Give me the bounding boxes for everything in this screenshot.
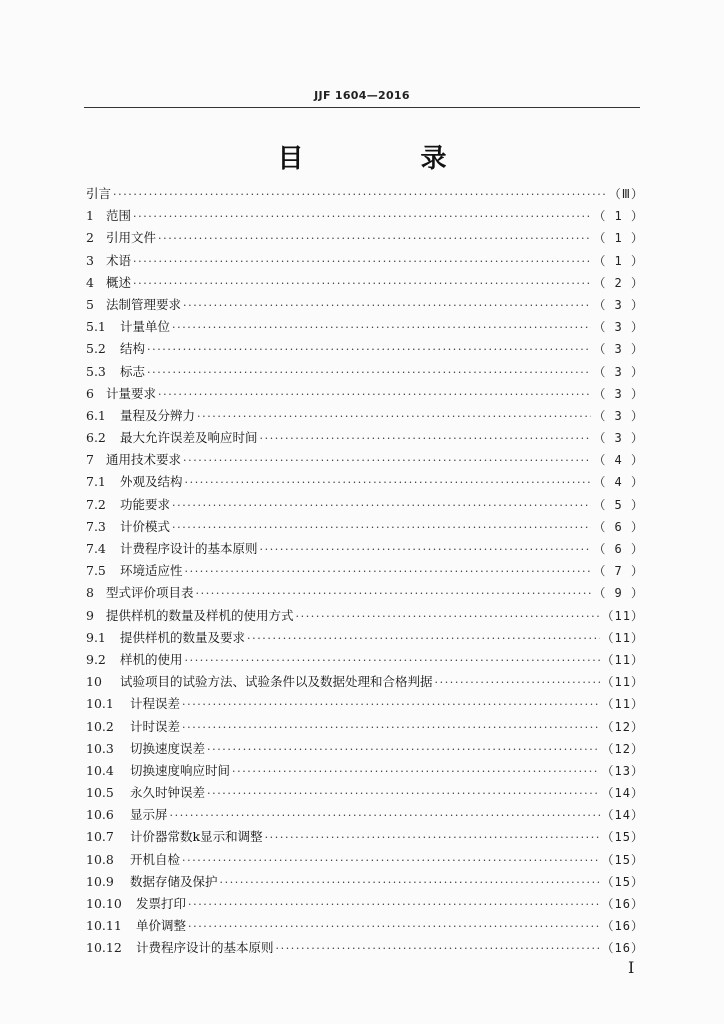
toc-page-reference: （ 6 ） [593,542,644,556]
toc-entry [86,427,644,449]
toc-page-reference: （11） [601,630,644,645]
toc-section-title: 计量单位 [120,319,171,335]
toc-section-number: 3 [86,252,94,268]
dot-leader [196,583,592,605]
toc-entry [86,693,644,715]
toc-page-reference: （ 3 ） [593,297,644,312]
toc-page-reference: （12） [601,741,644,756]
toc-section-title: 样机的使用 [120,651,183,667]
toc-section-number: 2 [86,230,94,246]
toc-section-title: 功能要求 [120,496,171,512]
toc-page-reference: （ 3 ） [593,320,644,335]
toc-section-title: 计费程序设计的基本原则 [120,541,258,556]
toc-entry [86,782,644,804]
toc-section-number: 10.5 [86,785,114,801]
dot-leader [133,206,591,228]
toc-section-number: 9 [86,607,94,623]
toc-section-number: 6.2 [86,430,106,446]
toc-page-reference: （11） [601,697,644,712]
toc-entry [86,915,644,937]
toc-entry [86,316,644,338]
dot-leader [260,428,592,450]
toc-section-title: 外观及结构 [120,474,183,490]
dot-leader [183,450,591,472]
toc-entry [86,538,644,560]
toc-entry [86,405,644,427]
toc-section-title: 提供样机的数量及要求 [120,629,246,645]
toc-entry [86,871,644,893]
toc-entry [86,250,644,272]
toc-page-reference: （14） [601,808,644,823]
dot-leader [113,184,607,206]
toc-section-number: 5.3 [86,363,106,379]
toc-section-title: 引言 [86,186,112,201]
toc-entry [86,227,644,249]
toc-page-reference: （11） [601,652,644,667]
toc-entry [86,582,644,604]
toc-entry [86,738,644,760]
toc-section-number: 10.9 [86,873,114,889]
toc-entry [86,893,644,915]
toc-page-reference: （13） [601,763,644,778]
dot-leader [197,406,591,428]
toc-page-reference: （ 9 ） [593,586,644,601]
toc-page-reference: （ 3 ） [593,386,644,401]
toc-section-title: 引用文件 [106,230,157,246]
toc-section-title: 计费程序设计的基本原则 [136,940,274,956]
dot-leader [207,739,600,761]
toc-entry [86,449,644,471]
dot-leader [260,539,592,561]
toc-entry [86,760,644,782]
toc-section-title: 数据存储及保护 [130,873,218,889]
toc-section-title: 单价调整 [136,918,187,934]
toc-entry [86,605,644,627]
toc-entry [86,272,644,294]
toc-section-number: 10.6 [86,807,114,823]
toc-entry [86,826,644,848]
toc-entry [86,383,644,405]
toc-section-number: 1 [86,208,94,224]
document-code-header: JJF 1604—2016 [314,89,410,102]
toc-page-reference: （ 6 ） [593,519,644,534]
toc-section-title: 范围 [106,208,132,224]
toc-page-reference: （15） [601,830,644,845]
toc-page-reference: （11） [601,608,644,623]
toc-page-reference: （11） [601,675,644,690]
toc-section-title: 发票打印 [136,896,187,911]
toc-entry [86,849,644,871]
toc-page-reference: （ 7 ） [593,564,644,579]
toc-entry [86,716,644,738]
toc-page-reference: （ 3 ） [593,408,644,423]
toc-section-title: 环境适应性 [120,563,183,579]
dot-leader [220,872,600,894]
toc-page-reference: （16） [601,919,644,934]
dot-leader [247,628,600,650]
toc-section-number: 5.2 [86,341,106,357]
toc-section-title: 计程误差 [130,696,181,712]
toc-entry [86,205,644,227]
dot-leader [172,317,591,339]
toc-entry [86,627,644,649]
toc-section-title: 永久时钟误差 [130,785,206,801]
toc-section-title: 计量要求 [106,385,157,401]
toc-section-title: 概述 [106,274,132,290]
toc-section-number: 7.2 [86,496,106,512]
toc-page-reference: （ 1 ） [593,253,644,268]
dot-leader [133,273,591,295]
toc-section-number: 10.4 [86,762,114,778]
toc-section-title: 显示屏 [130,807,168,823]
toc-page-reference: （15） [601,852,644,867]
toc-section-title: 标志 [120,363,146,379]
toc-section-number: 7.5 [86,563,106,579]
toc-section-number: 10 [86,674,102,690]
toc-section-number: 8 [86,585,94,601]
toc-section-title: 型式评价项目表 [106,585,194,601]
toc-section-title: 计价模式 [120,518,171,534]
toc-section-title: 结构 [120,341,146,357]
dot-leader [182,717,600,739]
toc-section-number: 7 [86,452,94,468]
toc-section-number: 7.3 [86,518,106,534]
dot-leader [185,472,592,494]
toc-section-number: 10.1 [86,696,114,712]
toc-section-number: 7.4 [86,541,106,556]
toc-section-title: 量程及分辨力 [120,407,196,423]
dot-leader [185,650,600,672]
toc-entry [86,649,644,671]
toc-section-title: 试验项目的试验方法、试验条件以及数据处理和合格判据 [120,674,433,690]
toc-section-number: 6 [86,385,94,401]
toc-page-reference: （ 3 ） [593,431,644,446]
dot-leader [147,362,591,384]
page-title: 目 录 [277,144,501,174]
header-divider [84,107,640,108]
dot-leader [158,384,591,406]
toc-entry [86,560,644,582]
toc-section-title: 最大允许误差及响应时间 [120,430,258,446]
dot-leader [182,694,600,716]
dot-leader [188,916,600,938]
toc-section-number: 10.3 [86,740,114,756]
toc-entry [86,471,644,493]
toc-page-reference: （15） [601,874,644,889]
toc-section-number: 7.1 [86,474,106,490]
toc-section-title: 计价器常数k显示和调整 [130,829,263,845]
dot-leader [265,827,600,849]
dot-leader [133,251,591,273]
toc-section-title: 通用技术要求 [106,452,182,468]
dot-leader [183,295,591,317]
dot-leader [158,228,591,250]
toc-page-reference: （ 3 ） [593,364,644,379]
toc-section-number: 5.1 [86,319,106,335]
toc-section-title: 术语 [106,252,132,268]
dot-leader [188,894,600,916]
toc-page-reference: （ 2 ） [593,275,644,290]
toc-section-number: 10.10 [86,896,122,911]
toc-section-title: 提供样机的数量及样机的使用方式 [106,607,294,623]
toc-entry [86,338,644,360]
toc-entry [86,294,644,316]
toc-page-reference: （ 1 ） [593,209,644,224]
dot-leader [276,938,600,960]
dot-leader [172,517,591,539]
toc-entry [86,183,644,205]
toc-page-reference: （12） [601,719,644,734]
toc-entry [86,671,644,693]
toc-entry [86,361,644,383]
toc-page-reference: （ 4 ） [593,453,644,468]
toc-section-number: 10.11 [86,918,122,934]
dot-leader [207,783,600,805]
toc-section-title: 开机自检 [130,851,181,867]
table-of-contents [86,183,644,960]
dot-leader [147,339,591,361]
toc-page-reference: （16） [601,897,644,911]
toc-page-reference: （Ⅲ） [608,187,644,201]
toc-page-reference: （ 1 ） [593,231,644,246]
toc-section-number: 10.12 [86,940,122,956]
toc-page-reference: （16） [601,941,644,956]
dot-leader [435,672,600,694]
toc-section-title: 法制管理要求 [106,296,182,312]
toc-section-number: 6.1 [86,407,106,423]
toc-section-number: 5 [86,296,94,312]
toc-entry [86,804,644,826]
dot-leader [172,495,591,517]
toc-section-title: 计时误差 [130,718,181,734]
toc-page-reference: （ 3 ） [593,342,644,357]
dot-leader [185,561,592,583]
toc-page-reference: （ 5 ） [593,497,644,512]
toc-section-number: 10.8 [86,851,114,867]
dot-leader [232,761,600,783]
toc-section-number: 9.1 [86,629,106,645]
dot-leader [182,850,600,872]
toc-page-reference: （14） [601,786,644,801]
toc-section-number: 10.7 [86,829,114,845]
toc-entry [86,494,644,516]
toc-section-number: 4 [86,274,94,290]
toc-section-title: 切换速度误差 [130,740,206,756]
toc-entry [86,516,644,538]
toc-section-number: 9.2 [86,651,106,667]
dot-leader [296,606,600,628]
toc-section-number: 10.2 [86,718,114,734]
dot-leader [170,805,600,827]
toc-entry [86,937,644,959]
toc-section-title: 切换速度响应时间 [130,762,231,778]
toc-page-reference: （ 4 ） [593,475,644,490]
page-number: I [628,958,635,977]
